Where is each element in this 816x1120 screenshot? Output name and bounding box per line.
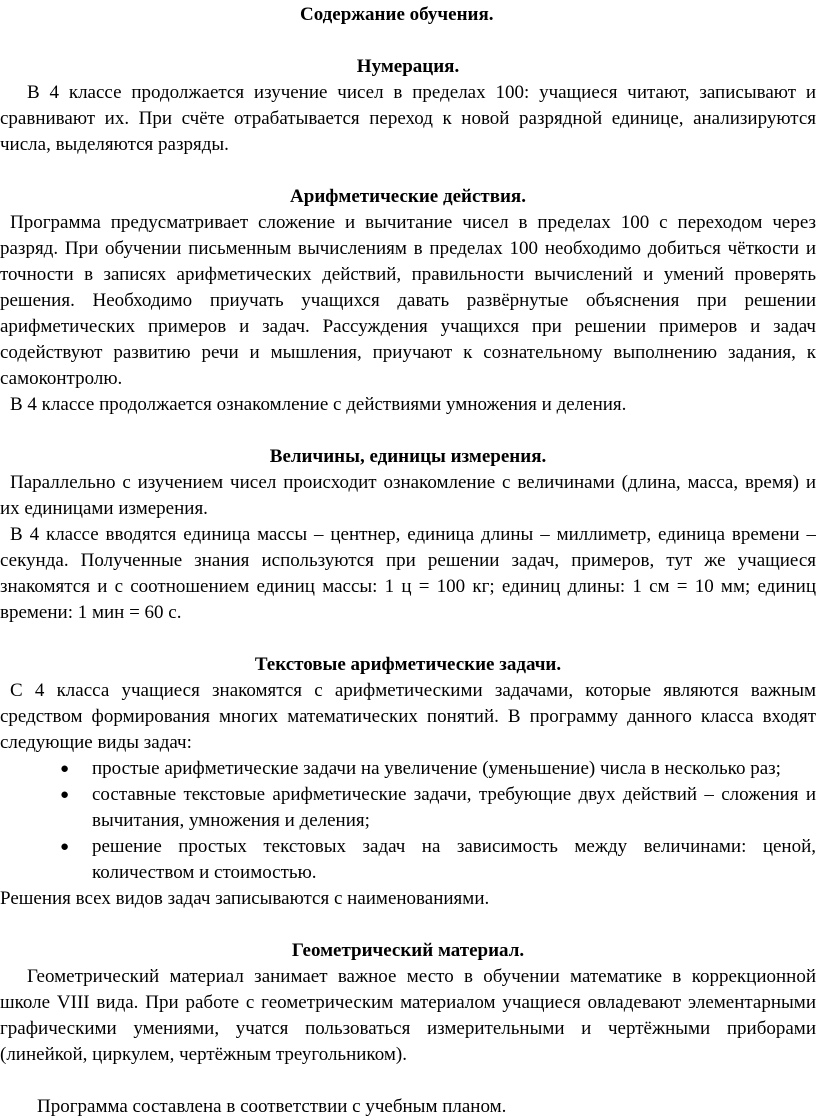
heading-quantities: Величины, единицы измерения. — [269, 446, 547, 467]
paragraph-arithmetic-2: В 4 классе продолжается ознакомление с действиями умножения и деления. — [10, 394, 627, 415]
list-item: ● простые арифметические задачи на увеличение (уменьшение) числа в несколько раз; — [0, 756, 816, 782]
heading-word-problems: Текстовые арифметические задачи. — [254, 654, 562, 675]
paragraph-quantities-2: В 4 классе вводятся единица массы – центнер, единица длины – миллиметр, единица времени – секунда. Полученные знания используются при решении задач, примеров, тут же учащиеся знакомятся и с соотношением единиц массы: 1 ц = 100 кг; единиц длины: 1 см = 10 мм; единиц времени: 1 мин = 60 с. — [0, 524, 816, 623]
bullet-icon: ● — [60, 839, 70, 855]
bullet-icon: ● — [60, 761, 70, 777]
paragraph-geometry: Геометрический материал занимает важное место в обучении математике в коррекционной школе VIII вида. При работе с геометрическим материалом учащиеся овладевают элементарными графическими умениями, учатся пользоваться измерительными и чертёжными приборами (линейкой, циркулем, чертёжным треугольником). — [0, 966, 816, 1065]
document-page — [0, 2, 816, 1120]
paragraph-arithmetic-1: Программа предусматривает сложение и вычитание чисел в пределах 100 с переходом через разряд. При обучении письменным вычислениям в пределах 100 необходимо добиться чёткости и точности в записях арифметических действий, правильности вычислений и умений проверять решения. Необходимо приучать учащихся давать развёрнутые объяснения при решении арифметических примеров и задач. Рассуждения учащихся при решении примеров и задач содействуют развитию речи и мышления, приучают к сознательному выполнению задания, к самоконтролю. — [0, 212, 816, 389]
closing-statement: Программа составлена в соответствии с учебным планом. — [37, 1096, 507, 1117]
paragraph-word-problems-2: Решения всех видов задач записываются с наименованиями. — [0, 888, 490, 909]
document-title: Содержание обучения. — [300, 4, 494, 25]
heading-geometry: Геометрический материал. — [291, 940, 525, 961]
heading-arithmetic: Арифметические действия. — [290, 186, 526, 207]
list-item: ● решение простых текстовых задач на зависимость между величинами: ценой, количеством и стоимостью. — [60, 836, 816, 883]
list-item: ● составные текстовые арифметические задачи, требующие двух действий – сложения и вычитания, умножения и деления; — [60, 784, 816, 831]
paragraph-quantities-1: Параллельно с изучением чисел происходит ознакомление с величинами (длина, масса, время) и их единицами измерения. — [0, 472, 816, 519]
problem-types-list — [0, 756, 816, 886]
bullet-icon: ● — [60, 787, 70, 803]
paragraph-numbering: В 4 классе продолжается изучение чисел в пределах 100: учащиеся читают, записывают и сравнивают их. При счёте отрабатывается переход к новой разрядной единице, анализируются числа, выделяются разряды. — [0, 82, 816, 155]
heading-numbering: Нумерация. — [356, 56, 460, 77]
paragraph-word-problems-1: С 4 класса учащиеся знакомятся с арифметическими задачами, которые являются важным средством формирования многих математических понятий. В программу данного класса входят следующие виды задач: — [0, 680, 816, 753]
